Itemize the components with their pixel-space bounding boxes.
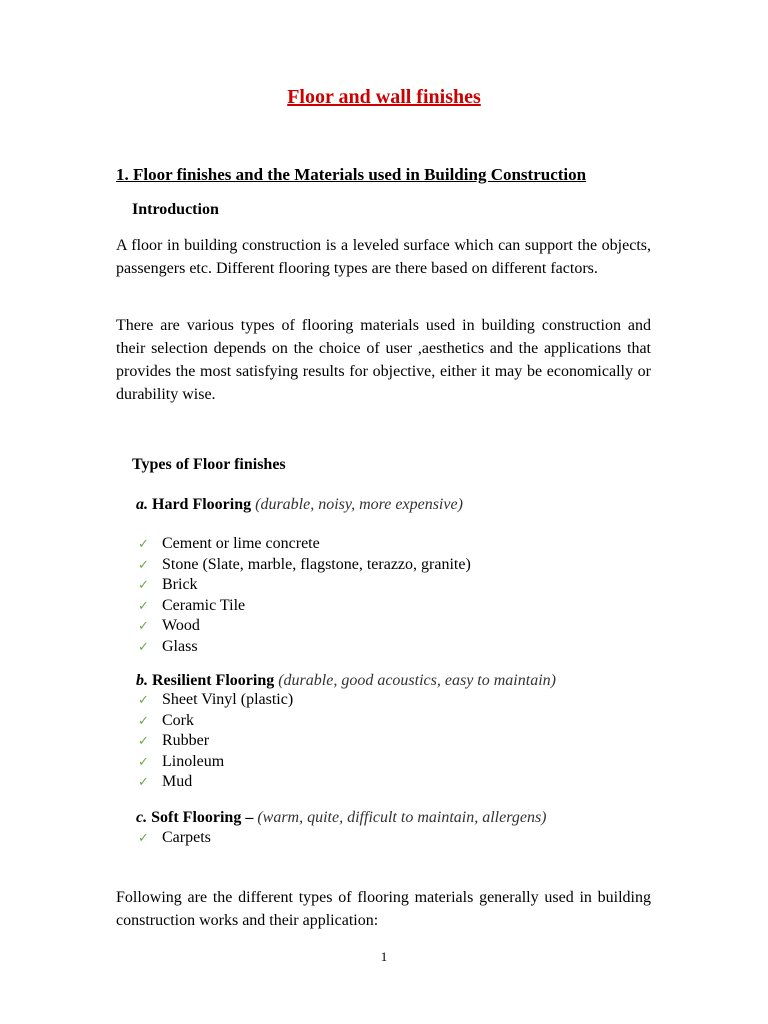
- intro-paragraph-2: There are various types of flooring materials used in building construction and their selection depends on the choice of user ,aesthetics and the applications that provides the most satisfying results for objective, either it may be economically or durability wise.: [116, 317, 651, 403]
- document-title: Floor and wall finishes: [287, 86, 481, 108]
- closing-paragraph: Following are the different types of flooring materials generally used in building construction works and their application:: [116, 889, 651, 929]
- list-item: [138, 575, 471, 596]
- intro-heading: Introduction: [132, 201, 219, 218]
- list-item-label: Cement or lime concrete: [162, 535, 320, 552]
- category-name: Resilient Flooring: [152, 672, 275, 689]
- page-number: 1: [380, 949, 388, 964]
- list-item: [138, 828, 211, 849]
- resilient-flooring-list: [138, 690, 293, 793]
- category-letter: a.: [136, 496, 148, 513]
- check-icon: ✓: [138, 557, 149, 573]
- category-letter: c.: [136, 809, 148, 826]
- check-icon: ✓: [138, 693, 149, 708]
- category-soft-flooring: [136, 808, 547, 828]
- list-item: [138, 731, 293, 752]
- category-resilient-flooring: [136, 671, 556, 691]
- list-item-label: Ceramic Tile: [162, 596, 246, 614]
- category-name: Hard Flooring: [152, 496, 252, 513]
- check-icon: ✓: [138, 754, 149, 770]
- list-item: [138, 690, 293, 711]
- category-name: Soft Flooring –: [151, 809, 254, 826]
- list-item-label: Wood: [162, 617, 200, 634]
- section-heading: 1. Floor finishes and the Materials used in Building Construction: [116, 165, 587, 184]
- check-icon: ✓: [138, 639, 149, 655]
- check-icon: ✓: [138, 537, 149, 552]
- list-item-label: Mud: [162, 773, 193, 790]
- category-hard-flooring: [136, 495, 463, 515]
- check-icon: ✓: [138, 578, 149, 593]
- list-item-label: Sheet Vinyl (plastic): [162, 691, 294, 708]
- list-item: [138, 596, 471, 617]
- check-icon: ✓: [138, 734, 149, 749]
- list-item: [138, 637, 471, 658]
- list-item-label: Cork: [162, 711, 194, 729]
- types-heading: Types of Floor finishes: [132, 456, 286, 473]
- list-item: [138, 555, 471, 576]
- list-item-label: Rubber: [162, 732, 210, 749]
- list-item-label: Stone (Slate, marble, flagstone, terazzo, granite): [162, 555, 471, 573]
- category-letter: b.: [136, 672, 148, 689]
- check-icon: ✓: [138, 619, 149, 634]
- list-item-label: Linoleum: [162, 752, 225, 770]
- category-description: (durable, noisy, more expensive): [255, 496, 463, 513]
- list-item-label: Carpets: [162, 829, 211, 846]
- intro-paragraph-1: A floor in building construction is a leveled surface which can support the objects, passengers etc. Different flooring types are there based on different factors.: [116, 237, 651, 277]
- check-icon: ✓: [138, 831, 149, 846]
- list-item: [138, 711, 293, 732]
- list-item: [138, 616, 471, 637]
- hard-flooring-list: [138, 534, 471, 657]
- list-item-label: Glass: [162, 637, 198, 655]
- soft-flooring-list: [138, 828, 211, 849]
- list-item-label: Brick: [162, 576, 198, 593]
- category-description: (durable, good acoustics, easy to maintain): [278, 672, 556, 689]
- check-icon: ✓: [138, 775, 149, 790]
- list-item: [138, 772, 293, 793]
- list-item: [138, 752, 293, 773]
- check-icon: ✓: [138, 713, 149, 729]
- check-icon: ✓: [138, 598, 149, 614]
- list-item: [138, 534, 471, 555]
- category-description: (warm, quite, difficult to maintain, allergens): [257, 809, 547, 826]
